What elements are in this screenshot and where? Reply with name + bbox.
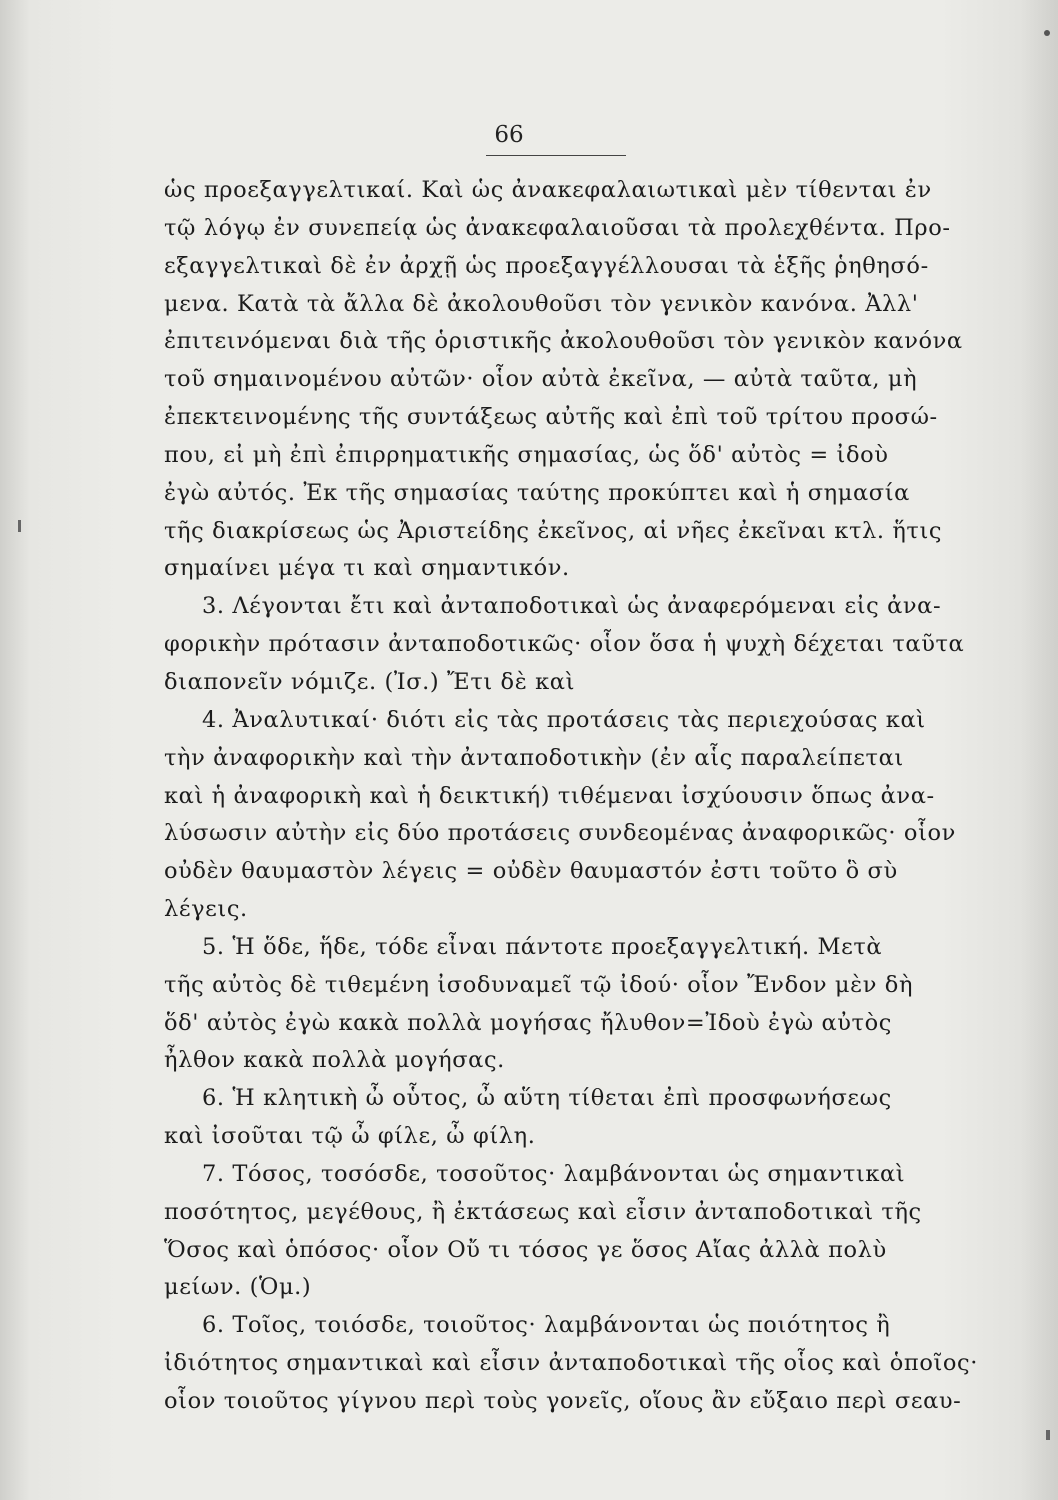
text-line: μενα. Κατὰ τὰ ἄλλα δὲ ἀκολουθοῦσι τὸν γενικὸν κανόνα. Ἀλλ' — [164, 290, 919, 317]
text-line: ποσότητος, μεγέθους, ἢ ἐκτάσεως καὶ εἶσιν ἀνταποδοτικαὶ τῆς — [164, 1198, 922, 1225]
body-text — [164, 172, 992, 1421]
text-line: λέγεις. — [164, 896, 248, 923]
text-line: ὅδ' αὐτὸς ἐγὼ κακὰ πολλὰ μογήσας ἤλυθον=Ἰδοὺ ἐγὼ αὐτὸς — [164, 1009, 892, 1036]
text-line: 7. Τόσος, τοσόσδε, τοσοῦτος· λαμβάνονται ὡς σημαντικαὶ — [202, 1160, 906, 1187]
text-line: διαπονεῖν νόμιζε. (Ἰσ.) Ἔτι δὲ καὶ — [164, 668, 576, 695]
text-line: οἷον τοιοῦτος γίγνου περὶ τοὺς γονεῖς, οἵους ἂν εὔξαιο περὶ σεαυ- — [164, 1388, 962, 1414]
text-line: Ὅσος καὶ ὁπόσος· οἷον Οὔ τι τόσος γε ὅσος Αἴας ἀλλὰ πολὺ — [164, 1236, 887, 1263]
text-line: λύσωσιν αὐτὴν εἰς δύο προτάσεις συνδεομένας ἀναφορικῶς· οἷον — [164, 820, 956, 847]
text-line: ἐγὼ αὐτός. Ἐκ τῆς σημασίας ταύτης προκύπτει καὶ ἡ σημασία — [164, 479, 910, 506]
text-line: ἐπεκτεινομένης τῆς συντάξεως αὐτῆς καὶ ἐπὶ τοῦ τρίτου προσώ- — [164, 404, 938, 431]
text-line: φορικὴν πρότασιν ἀνταποδοτικῶς· οἷον ὅσα ἡ ψυχὴ δέχεται ταῦτα — [164, 631, 965, 658]
text-line: καὶ ἰσοῦται τῷ ὦ φίλε, ὦ φίλη. — [164, 1123, 536, 1150]
scan-speck — [1044, 30, 1050, 36]
text-line: 6. Τοῖος, τοιόσδε, τοιοῦτος· λαμβάνονται ὡς ποιότητος ἢ — [202, 1312, 891, 1339]
text-line: τὴν ἀναφορικὴν καὶ τὴν ἀνταποδοτικὴν (ἐν αἷς παραλείπεται — [164, 744, 904, 771]
text-line: ὡς προεξαγγελτικαί. Καὶ ὡς ἀνακεφαλαιωτικαὶ μὲν τίθενται ἐν — [164, 177, 932, 203]
scan-speck — [18, 520, 21, 532]
text-line: 6. Ἡ κλητικὴ ὦ οὗτος, ὦ αὕτη τίθεται ἐπὶ προσφωνήσεως — [202, 1085, 892, 1112]
scan-speck — [1046, 1430, 1050, 1440]
text-line: ἐπιτεινόμεναι διὰ τῆς ὁριστικῆς ἀκολουθοῦσι τὸν γενικὸν κανόνα — [164, 328, 963, 355]
header-rule — [486, 155, 626, 156]
text-line: τῆς διακρίσεως ὡς Ἀριστείδης ἐκεῖνος, αἱ νῆες ἐκεῖναι κτλ. ἥτις — [164, 517, 943, 544]
page-number: 66 — [494, 122, 524, 148]
text-line: 5. Ἡ ὅδε, ἥδε, τόδε εἶναι πάντοτε προεξαγγελτική. Μετὰ — [202, 933, 883, 960]
text-line: τοῦ σημαινομένου αὐτῶν· οἷον αὐτὰ ἐκεῖνα, — αὐτὰ ταῦτα, μὴ — [164, 366, 918, 393]
text-line: που, εἰ μὴ ἐπὶ ἐπιρρηματικῆς σημασίας, ὡς ὅδ' αὐτὸς = ἰδοὺ — [164, 441, 889, 468]
text-line: 4. Ἀναλυτικαί· διότι εἰς τὰς προτάσεις τὰς περιεχούσας καὶ — [202, 706, 926, 733]
text-line: ἰδιότητος σημαντικαὶ καὶ εἶσιν ἀνταποδοτικαὶ τῆς οἷος καὶ ὁποῖος· — [164, 1350, 978, 1377]
text-line: σημαίνει μέγα τι καὶ σημαντικόν. — [164, 555, 570, 582]
text-line: οὐδὲν θαυμαστὸν λέγεις = οὐδὲν θαυμαστόν ἐστι τοῦτο ὃ σὺ — [164, 858, 898, 885]
text-line: 3. Λέγονται ἔτι καὶ ἀνταποδοτικαὶ ὡς ἀναφερόμεναι εἰς ἀνα- — [202, 593, 942, 620]
text-line: τῆς αὐτὸς δὲ τιθεμένη ἰσοδυναμεῖ τῷ ἰδού· οἷον Ἔνδον μὲν δὴ — [164, 971, 914, 998]
text-line: εξαγγελτικαὶ δὲ ἐν ἀρχῇ ὡς προεξαγγέλλουσαι τὰ ἑξῆς ῥηθησό- — [164, 252, 929, 279]
text-line: τῷ λόγῳ ἐν συνεπείᾳ ὡς ἀνακεφαλαιοῦσαι τὰ προλεχθέντα. Προ- — [164, 214, 951, 241]
text-line: μείων. (Ὁμ.) — [164, 1274, 312, 1301]
text-line: ἦλθον κακὰ πολλὰ μογήσας. — [164, 1047, 505, 1074]
text-line: καὶ ἡ ἀναφορικὴ καὶ ἡ δεικτική) τιθέμεναι ἰσχύουσιν ὅπως ἀνα- — [164, 782, 935, 809]
